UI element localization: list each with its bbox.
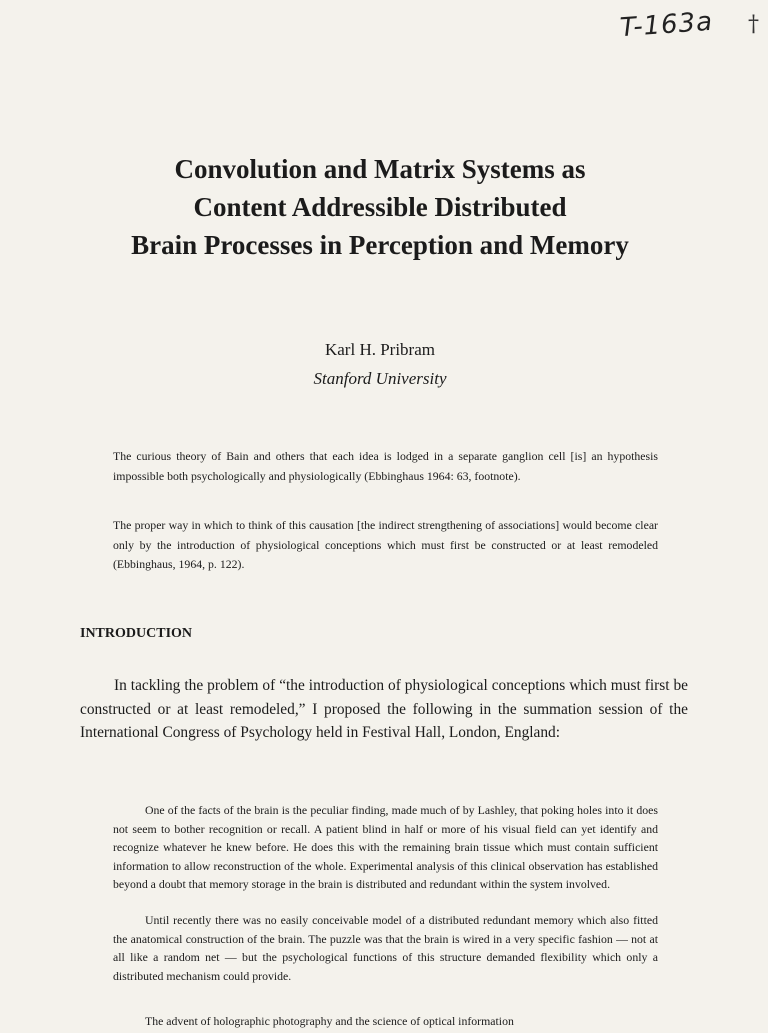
epigraph-1: The curious theory of Bain and others that each idea is lodged in a separate ganglion cell [is] an hypothesis impossible both psychologically and physiologically (Ebbinghaus 1964: 63, footnote). bbox=[113, 449, 658, 483]
quote-text-2: Until recently there was no easily conceivable model of a distributed redundant memory which also fitted the anatomical construction of the brain. The puzzle was that the brain is wired in a very specific fashion — not at all like a random net — but the psychological functions of this structure demanded flexibility which only a distributed mechanism could provide. bbox=[113, 913, 658, 983]
author-affiliation: Stanford University bbox=[313, 369, 447, 388]
archive-mark: T-163a bbox=[619, 6, 715, 44]
intro-paragraph bbox=[80, 674, 688, 745]
quote-paragraph-1 bbox=[113, 801, 658, 894]
epigraph-2: The proper way in which to think of this causation [the indirect strengthening of associations] would become clear only by the introduction of physiological conceptions which must first be constructed or at least remodeled (Ebbinghaus, 1964, p. 122). bbox=[113, 518, 658, 571]
quote-paragraph-3 bbox=[113, 1012, 658, 1031]
title-line-1: Convolution and Matrix Systems as bbox=[174, 154, 586, 184]
title-line-3: Brain Processes in Perception and Memory bbox=[131, 230, 629, 260]
quote-text-3: The advent of holographic photography and the science of optical information bbox=[145, 1014, 514, 1028]
quote-paragraph-2 bbox=[113, 911, 658, 985]
title-line-2: Content Addressible Distributed bbox=[193, 192, 567, 222]
margin-mark: † bbox=[748, 12, 759, 37]
section-heading: INTRODUCTION bbox=[80, 626, 193, 641]
paper-title bbox=[60, 150, 700, 264]
intro-text: In tackling the problem of “the introduction of physiological conceptions which must first be constructed or at least remodeled,” I proposed the following in the summation session of the International Congress of Psychology held in Festival Hall, London, England: bbox=[80, 677, 688, 741]
quote-text-1: One of the facts of the brain is the peculiar finding, made much of by Lashley, that poking holes into it does not seem to bother recognition or recall. A patient blind in half or more of his visual field can yet identify and recognize whatever he knew before. He does this with the remaining brain tissue which must contain sufficient information to allow reconstruction of the whole. Experimental analysis of this clinical observation has established beyond a doubt that memory storage in the brain is distributed and redundant within the system involved. bbox=[113, 803, 658, 891]
author-name: Karl H. Pribram bbox=[324, 340, 435, 359]
